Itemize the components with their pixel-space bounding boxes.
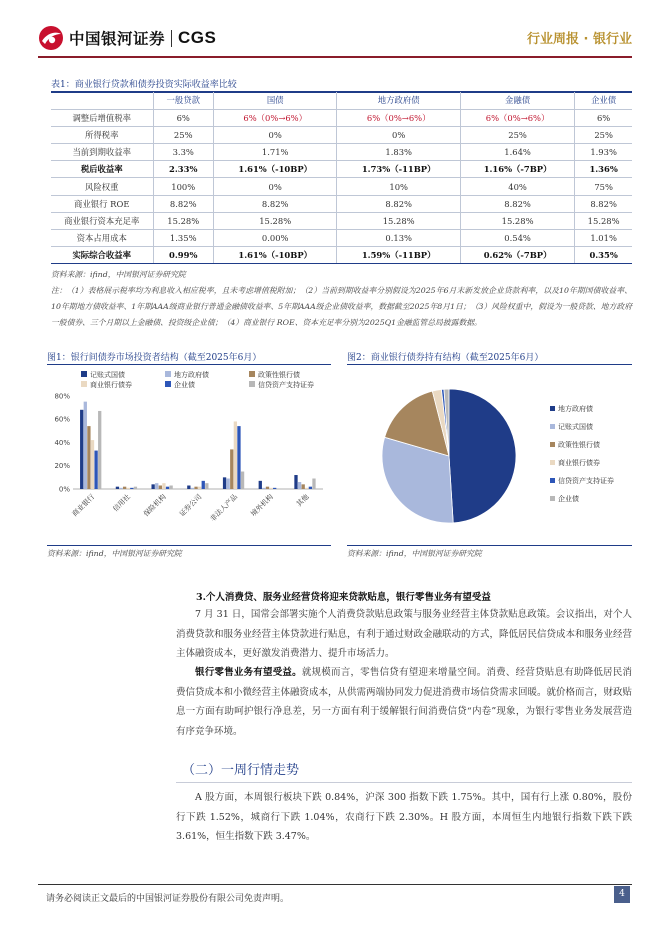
header-divider [38, 56, 632, 58]
table-cell: 2.33% [153, 161, 213, 178]
bar [227, 479, 230, 489]
legend-label: 企业债 [558, 495, 579, 503]
table-header-cell: 地方政府债 [337, 92, 460, 109]
bar [134, 487, 137, 489]
bank-bond-holding-pie-chart [347, 366, 632, 544]
bar [266, 487, 269, 489]
figure2-bottom-rule [347, 545, 632, 546]
paragraph-3: A 股方面，本周银行板块下跌 0.84%，沪深 300 指数下跌 1.75%。其中，国有行上涨 0.80%，股份行下跌 1.52%，城商行下跌 1.04%，农商行下跌 2.30%。H 股方面，本周恒生内地银行指数下跌下跌 3.61%，恒生指数下跌 3.47%。 [176, 792, 632, 842]
legend-swatch [550, 496, 555, 501]
bar [302, 484, 305, 489]
galaxy-logo-icon [38, 25, 64, 51]
x-tick-label: 保险机构 [142, 492, 168, 519]
table-cell: 6% [575, 109, 632, 126]
table-header-row [51, 92, 632, 109]
table-cell: 0% [213, 126, 336, 143]
bar [127, 488, 130, 489]
legend-swatch [81, 381, 87, 387]
bar [269, 488, 272, 489]
bar [259, 481, 262, 489]
bar [237, 426, 240, 489]
bar [80, 410, 83, 489]
bar [84, 402, 87, 489]
section3-heading: 3.个人消费贷、服务业经营贷将迎来贷款贴息，银行零售业务有望受益 [196, 592, 491, 603]
table-cell: 25% [575, 126, 632, 143]
legend-swatch [249, 371, 255, 377]
table-cell: 8.82% [337, 195, 460, 212]
footer-divider [38, 884, 632, 885]
table-cell: 8.82% [153, 195, 213, 212]
legend-label: 政策性银行债 [558, 441, 600, 449]
legend-label: 地方政府债 [558, 405, 593, 413]
table-cell: 1.93% [575, 144, 632, 161]
bar [98, 411, 101, 489]
figure1-title: 图1：银行间债券市场投资者结构（截至2025年6月） [47, 353, 262, 363]
bar [223, 477, 226, 489]
legend-swatch [550, 424, 555, 429]
y-tick-label: 0% [58, 485, 70, 494]
table-row [51, 212, 632, 229]
x-tick-label: 境外机构 [249, 492, 275, 519]
table-row [51, 247, 632, 264]
bar [194, 487, 197, 489]
bar [312, 479, 315, 489]
table-cell: 1.36% [575, 161, 632, 178]
bar [273, 488, 276, 489]
table-header-cell: 国债 [213, 92, 336, 109]
bar [116, 487, 119, 489]
table-cell: 1.73%（-11BP） [337, 161, 460, 178]
table-cell: 15.28% [575, 212, 632, 229]
bar [241, 472, 244, 489]
table-row-label: 税后收益率 [51, 161, 153, 178]
bar [159, 486, 162, 489]
table-row-label: 资本占用成本 [51, 230, 153, 247]
legend-swatch [550, 442, 555, 447]
table-cell: 0.62%（-7BP） [460, 247, 574, 264]
y-tick-label: 60% [54, 415, 70, 424]
x-tick-label: 非法人产品 [208, 492, 240, 524]
table-header-cell: 金融债 [460, 92, 574, 109]
table-header-cell: 企业债 [575, 92, 632, 109]
table-cell: 15.28% [213, 212, 336, 229]
table-row [51, 178, 632, 195]
footer-disclaimer: 请务必阅读正文最后的中国银河证券股份有限公司免责声明。 [46, 894, 290, 904]
legend-label: 信贷资产支持证券 [258, 381, 314, 389]
x-tick-label: 证券公司 [177, 492, 204, 519]
legend-label: 企业债 [174, 381, 195, 389]
bar [162, 483, 165, 489]
table-cell: 1.61%（-10BP） [213, 161, 336, 178]
brand-logo [38, 24, 216, 52]
bar [151, 484, 154, 489]
table-cell: 1.61%（-10BP） [213, 247, 336, 264]
paragraph-2-lead: 银行零售业务有望受益。 [195, 667, 302, 678]
table-cell: 8.82% [460, 195, 574, 212]
bar [91, 440, 94, 489]
x-tick-label: 商业银行 [70, 492, 97, 519]
investor-structure-bar-chart [47, 366, 331, 544]
table-header-cell [51, 92, 153, 109]
bar [305, 488, 308, 489]
legend-swatch [165, 381, 171, 387]
logo-cn-text: 中国银河证券 [69, 30, 166, 48]
report-type: 行业周报 · 银行业 [527, 32, 632, 47]
table-row [51, 109, 632, 126]
bar [294, 475, 297, 489]
table-row [51, 195, 632, 212]
y-tick-label: 20% [54, 462, 70, 471]
table-cell: 0% [337, 126, 460, 143]
bar [187, 486, 190, 489]
table-row [51, 126, 632, 143]
table-cell: 40% [460, 178, 574, 195]
x-tick-label: 其他 [295, 492, 311, 509]
legend-swatch [550, 406, 555, 411]
table-cell: 6%（0%→6%） [337, 109, 460, 126]
table-cell: 1.64% [460, 144, 574, 161]
paragraph-2 [176, 663, 632, 741]
bar [119, 488, 122, 489]
legend-label: 信贷资产支持证券 [558, 477, 614, 485]
table-cell: 0.54% [460, 230, 574, 247]
section2-heading: （二）一周行情走势 [182, 763, 300, 778]
table-title: 表1：商业银行贷款和债券投资实际收益率比较 [51, 80, 237, 90]
legend-swatch [165, 371, 171, 377]
table-row-label: 调整后增值税率 [51, 109, 153, 126]
y-tick-label: 40% [54, 438, 70, 447]
table-row-label: 实际综合收益率 [51, 247, 153, 264]
table-cell: 0.13% [337, 230, 460, 247]
table-cell: 1.59%（-11BP） [337, 247, 460, 264]
table-cell: 25% [153, 126, 213, 143]
bar [198, 487, 201, 489]
table-note: 注：（1）表格展示税率均为利息收入相应税率，且未考虑增值税附加；（2）当前到期收益率分别假设为2025年6月末新发放企业贷款利率，以及10年期国债收益率、10年期地方债收益率、1年期AAA级商业银行普通金融债收益率、5年期AAA级企业债收益率，数据截至2025年8月1日；（3）风险权重中，假设为一般贷款、地方政府一般债券、三个月期以上金融债、投资级企业债；（4）商业银行 ROE、资本充足率分别为2025Q1金融监管总局披露数据。 [51, 286, 632, 327]
legend-label: 地方政府债 [174, 371, 209, 379]
table-row-label: 商业银行资本充足率 [51, 212, 153, 229]
figure1-bottom-rule [47, 545, 331, 546]
table-header-cell: 一般贷款 [153, 92, 213, 109]
table-cell: 6%（0%→6%） [213, 109, 336, 126]
table-row [51, 230, 632, 247]
paragraph-1: 7 月 31 日，国常会部署实施个人消费贷款贴息政策与服务业经营主体贷款贴息政策。会议指出，对个人消费贷款和服务业经营主体贷款进行贴息，有利于通过财政金融联动的方式，降低居民信贷成本和服务业经营主体融资成本，更好激发消费潜力、提升市场活力。 [176, 609, 633, 659]
figure2-source: 资料来源：ifind，中国银河证券研究院 [347, 549, 482, 558]
table-cell: 1.35% [153, 230, 213, 247]
table-cell: 8.82% [575, 195, 632, 212]
page-number: 4 [614, 886, 630, 903]
bar [123, 487, 126, 489]
legend-swatch [550, 460, 555, 465]
bar [130, 488, 133, 489]
table-cell: 0.99% [153, 247, 213, 264]
table-cell: 1.16%（-7BP） [460, 161, 574, 178]
table-cell: 3.3% [153, 144, 213, 161]
table-cell: 8.82% [213, 195, 336, 212]
bar [87, 426, 90, 489]
legend-swatch [249, 381, 255, 387]
table-cell: 1.01% [575, 230, 632, 247]
table-cell: 6% [153, 109, 213, 126]
legend-label: 记账式国债 [558, 423, 593, 431]
table-cell: 25% [460, 126, 574, 143]
bar [202, 481, 205, 489]
table-cell: 15.28% [460, 212, 574, 229]
legend-label: 商业银行债券 [90, 381, 132, 389]
table-cell: 0.00% [213, 230, 336, 247]
legend-label: 记账式国债 [90, 371, 125, 379]
table-row [51, 144, 632, 161]
table-cell: 0% [213, 178, 336, 195]
legend-label: 商业银行债券 [558, 459, 600, 467]
section2-rule [176, 782, 632, 783]
bar [230, 449, 233, 489]
bar [298, 482, 301, 489]
logo-divider [171, 30, 172, 47]
bar [166, 487, 169, 489]
table-cell: 15.28% [337, 212, 460, 229]
table-row-label: 风险权重 [51, 178, 153, 195]
pie-slice [449, 389, 516, 523]
table-cell: 100% [153, 178, 213, 195]
table-row [51, 161, 632, 178]
yield-comparison-table [51, 92, 632, 264]
figure2-top-rule [347, 364, 632, 365]
table-cell: 1.71% [213, 144, 336, 161]
bar [262, 488, 265, 489]
figure1-top-rule [47, 364, 331, 365]
legend-label: 政策性银行债 [258, 371, 300, 379]
bar [191, 488, 194, 489]
table-cell: 15.28% [153, 212, 213, 229]
legend-swatch [550, 478, 555, 483]
table-cell: 0.35% [575, 247, 632, 264]
table-cell: 10% [337, 178, 460, 195]
table-row-label: 当前到期收益率 [51, 144, 153, 161]
legend-swatch [81, 371, 87, 377]
table-source: 资料来源：ifind，中国银河证券研究院 [51, 270, 186, 279]
table-row-label: 所得税率 [51, 126, 153, 143]
table-row-label: 商业银行 ROE [51, 195, 153, 212]
logo-en-text: CGS [178, 28, 217, 47]
bar [94, 451, 97, 489]
bar [155, 483, 158, 489]
y-tick-label: 80% [54, 392, 70, 401]
paragraph-2-body: 就规模而言，零售信贷有望迎来增量空间。消费、经营贷贴息有助降低居民消费信贷成本和小微经营主体融资成本，从供需两端协同发力促进消费市场信贷需求回暖。就价格而言，财政贴息一方面有助呵护银行净息差，另一方面有利于缓解银行间消费信贷“内卷”现象，为银行零售业务发展营造有序竞争环境。 [176, 667, 633, 737]
table-cell: 1.83% [337, 144, 460, 161]
figure2-title: 图2：商业银行债券持有结构（截至2025年6月） [347, 353, 544, 363]
bar [309, 487, 312, 489]
figure1-source: 资料来源：ifind，中国银河证券研究院 [47, 549, 182, 558]
bar [234, 421, 237, 489]
x-tick-label: 信用社 [111, 492, 132, 514]
bar [205, 483, 208, 489]
table-cell: 6%（0%→6%） [460, 109, 574, 126]
bar [169, 486, 172, 489]
table-cell: 75% [575, 178, 632, 195]
